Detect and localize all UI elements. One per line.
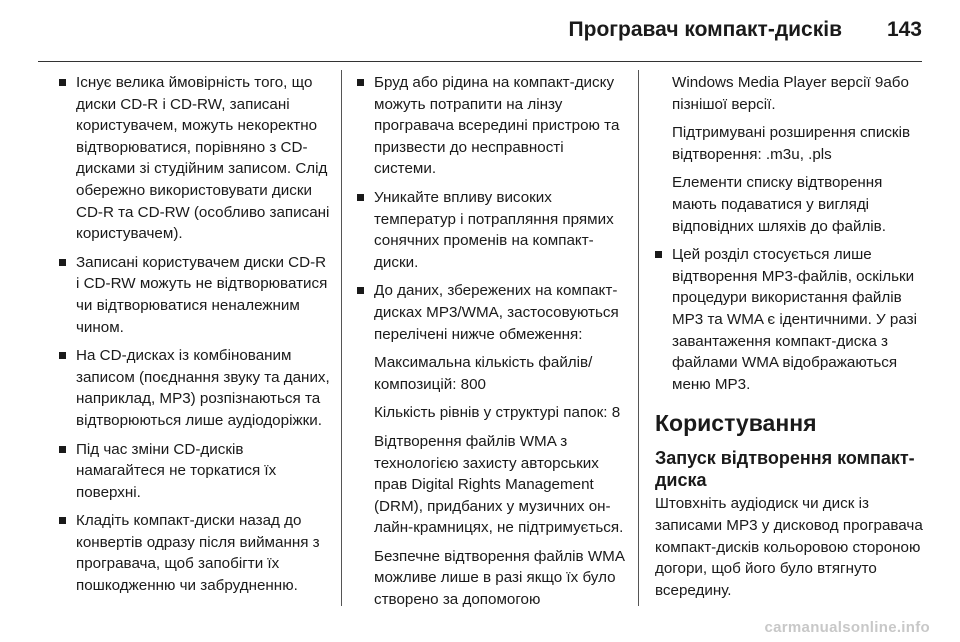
restriction-item: Елементи списку відтворення мають подаватися у вигляді відповідних шляхів до файлів. xyxy=(672,174,886,235)
column-2 xyxy=(357,72,625,618)
restriction-item: Підтримувані розширення списків відтворення: .m3u, .pls xyxy=(672,124,911,163)
bullet-list xyxy=(655,244,925,395)
page-header xyxy=(0,0,960,62)
column-divider xyxy=(638,70,639,606)
watermark: carmanualsonline.info xyxy=(764,619,930,636)
subsection-heading: Запуск відтворення компакт-диска xyxy=(655,448,915,491)
section-heading: Користування xyxy=(655,410,817,437)
column-3 xyxy=(655,72,925,608)
body-text: Штовхніть аудіодиск чи диск із записами MP3 у дисковод програвача компакт-дисків кольоровою стороною догори, щоб його було втягнуто всередину. xyxy=(655,495,923,599)
list-item: До даних, збережених на компакт-дисках MP3/WMA, застосовуються перелічені нижче обмеження: xyxy=(357,280,625,345)
restriction-item: Відтворення файлів WMA з технологією захисту авторських прав Digital Rights Management (DRM), придбаних у музичних он-лайн-крамницях, не підтримується. xyxy=(374,432,624,537)
header-rule xyxy=(38,61,922,62)
restriction-item: Максимальна кількість файлів/композицій: 800 xyxy=(374,354,593,393)
list-item: На CD-дисках із комбінованим записом (поєднання звуку та даних, наприклад, MP3) розпізнаються та відтворюються лише аудіодоріжки. xyxy=(59,345,331,431)
page-number: 143 xyxy=(886,18,922,41)
restriction-item: Безпечне відтворення файлів WMA можливе лише в разі якщо їх було створено за допомогою xyxy=(374,547,625,609)
list-item: Цей розділ стосується лише відтворення MP3-файлів, оскільки процедури використання файлів MP3 та WMA є ідентичними. У разі завантаження компакт-диска з файлами WMA відображаються меню MP3. xyxy=(655,244,925,395)
column-1 xyxy=(59,72,331,604)
bullet-list xyxy=(357,72,625,345)
list-item: Кладіть компакт-диски назад до конвертів одразу після виймання з програвача, щоб запобігти їх пошкодженню чи забрудненню. xyxy=(59,510,331,596)
list-item: Уникайте впливу високих температур і потрапляння прямих сонячних променів на компакт-диски. xyxy=(357,187,625,273)
column-divider xyxy=(341,70,342,606)
restriction-item: Кількість рівнів у структурі папок: 8 xyxy=(374,404,621,422)
bullet-list xyxy=(59,72,331,597)
list-item: Бруд або рідина на компакт-диску можуть потрапити на лінзу програвача всередині пристрою та призвести до несправності системи. xyxy=(357,72,625,180)
page-title: Програвач компакт-дисків xyxy=(568,18,842,41)
list-item: Записані користувачем диски CD-R і CD-RW можуть не відтворюватися чи відтворюватися неналежним чином. xyxy=(59,252,331,338)
list-item: Існує велика ймовірність того, що диски CD-R і CD-RW, записані користувачем, можуть некоректно відтворюватися, порівняно з CD-дисками зі студійним записом. Слід обережно використовувати диски CD-R та CD-RW (особливо записані користувачем). xyxy=(59,72,331,245)
list-item: Під час зміни CD-дисків намагайтеся не торкатися їх поверхні. xyxy=(59,439,331,504)
restriction-item: Windows Media Player версії 9або пізнішої версії. xyxy=(672,74,909,113)
